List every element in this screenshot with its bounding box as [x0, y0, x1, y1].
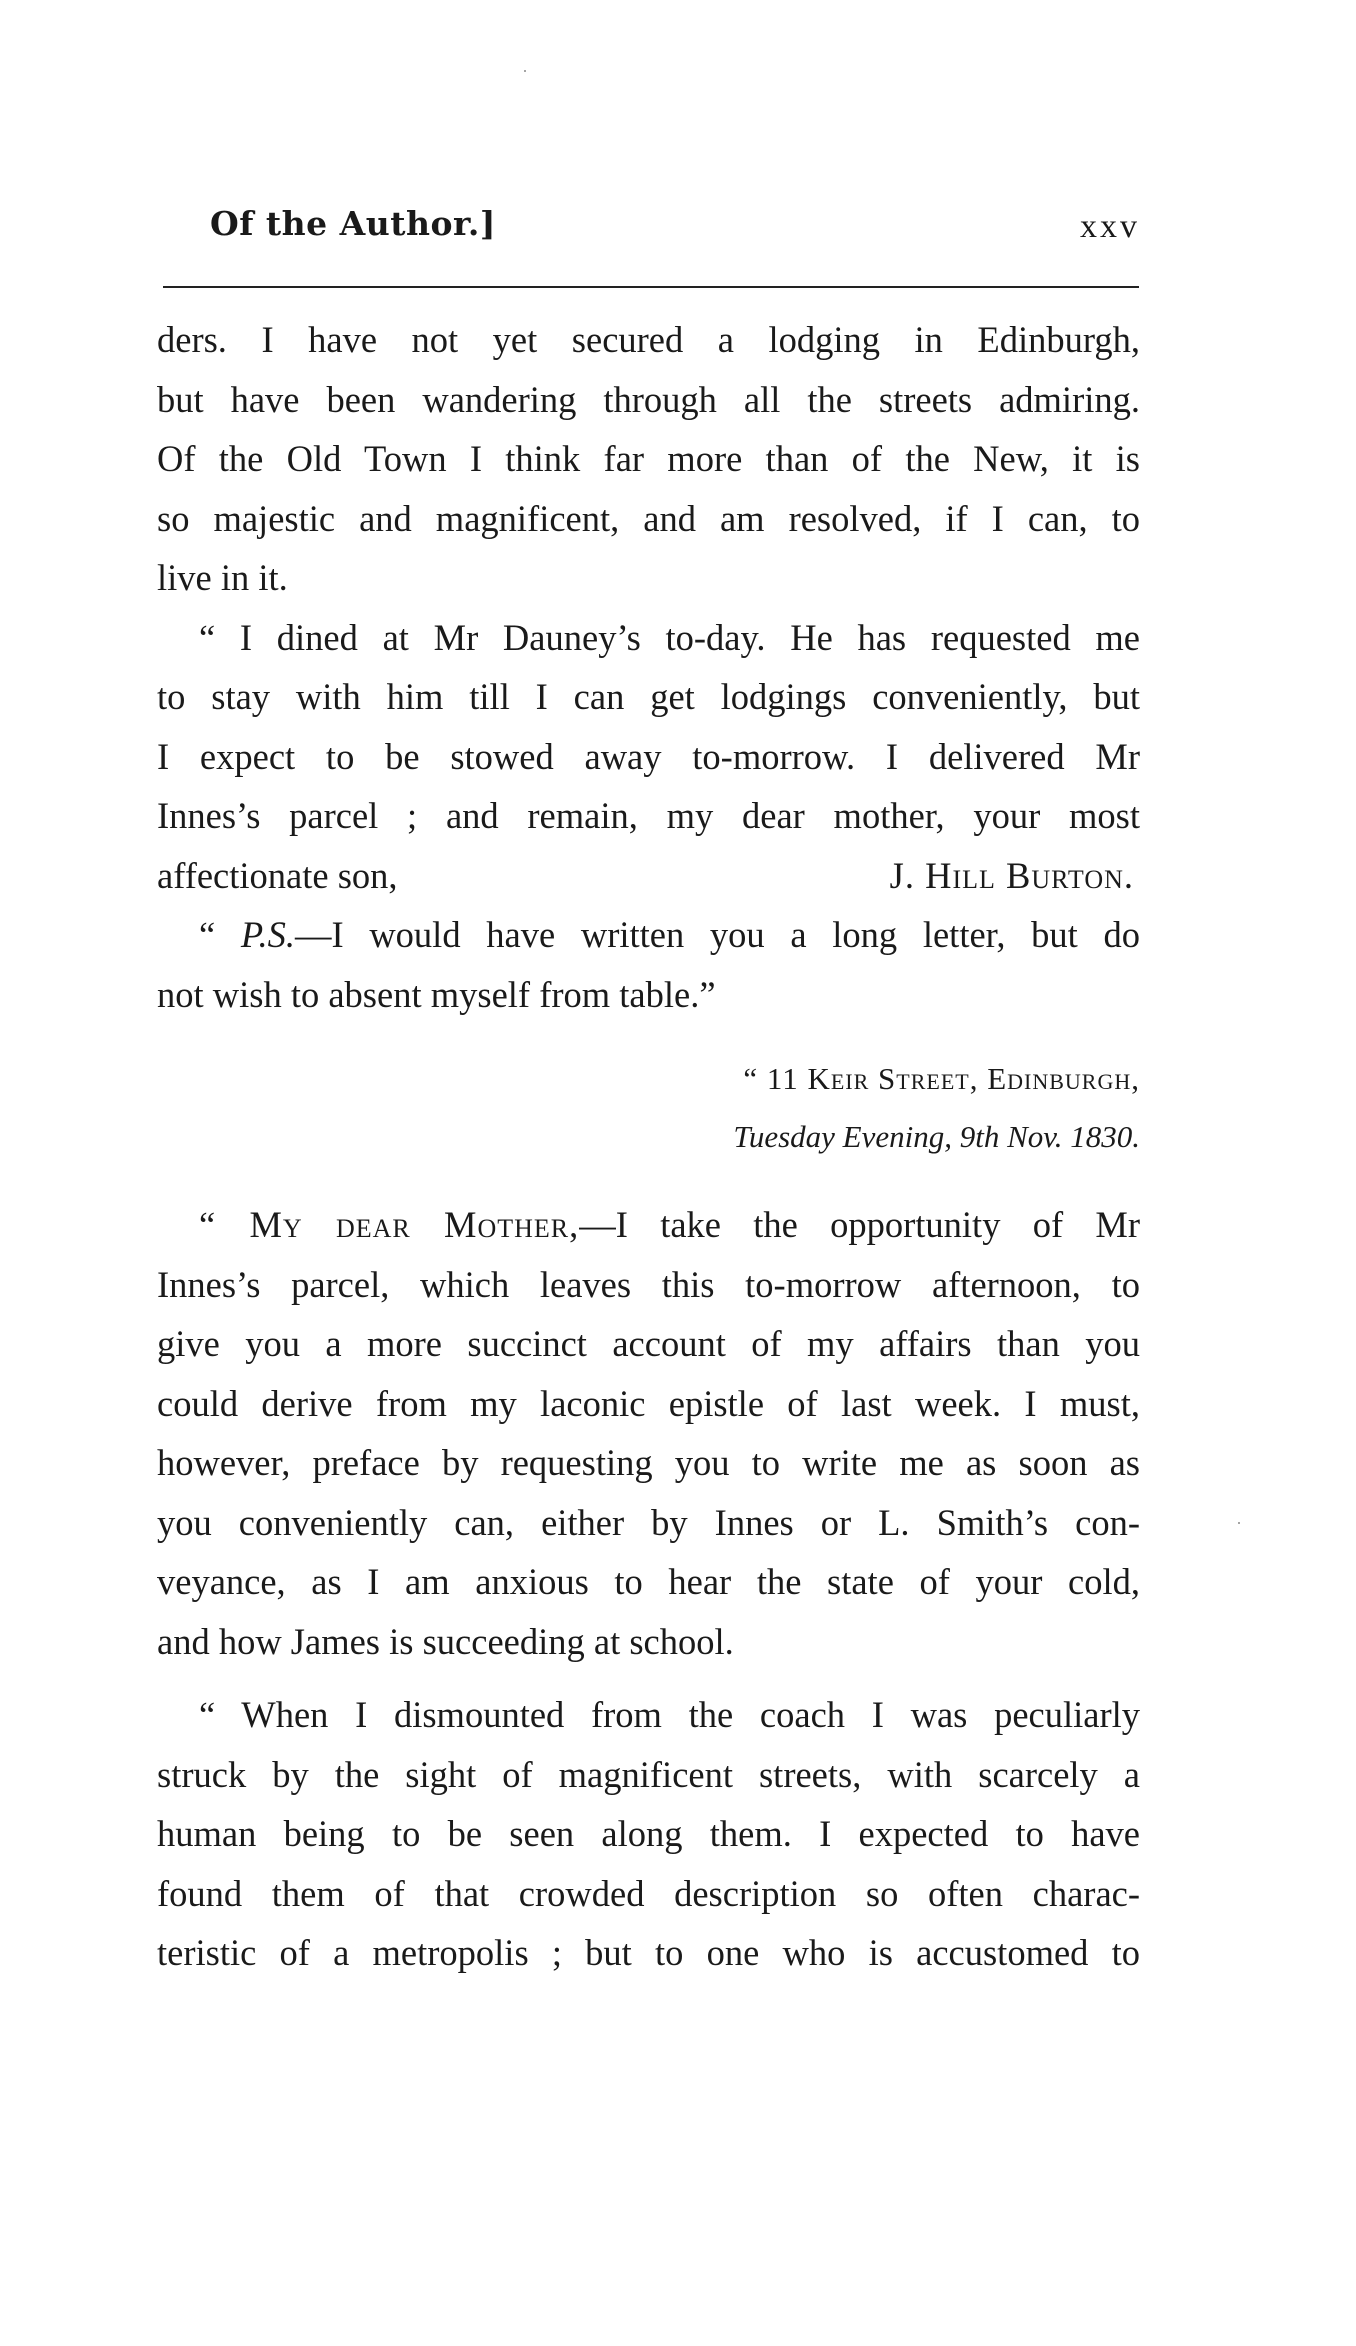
- paragraph-3: [157, 905, 1140, 1024]
- text-line: I expect to be stowed away to-morrow. I delivered Mr: [157, 735, 1140, 777]
- text-line: ders. I have not yet secured a lodging in Edinburgh,: [157, 319, 1140, 360]
- paragraph-4: [157, 1195, 1140, 1671]
- text-line: however, preface by requesting you to write me as soon as: [157, 1442, 1140, 1483]
- text-block-lower: [157, 1195, 1140, 1983]
- text-line: “ I dined at Mr Dauney’s to-day. He has requested me: [199, 616, 1140, 658]
- text-line: to stay with him till I can get lodgings conveniently, but: [157, 676, 1140, 717]
- text-line: not wish to absent myself from table.”: [157, 973, 716, 1015]
- signature-line: [157, 846, 1140, 906]
- header-rule: [163, 286, 1139, 288]
- text-line: struck by the sight of magnificent streets, with scarcely a: [157, 1753, 1140, 1795]
- text-line: veyance, as I am anxious to hear the state of your cold,: [157, 1561, 1140, 1602]
- running-head: [160, 204, 1140, 264]
- paper-speck: [524, 70, 526, 72]
- text-line: could derive from my laconic epistle of last week. I must,: [157, 1382, 1140, 1424]
- address-line: “ 11 Keir Street, Edinburgh,: [743, 1061, 1140, 1096]
- text-line: [157, 1195, 1140, 1255]
- text-line: but have been wandering through all the streets admiring.: [157, 378, 1140, 420]
- text-line: found them of that crowded description so often charac-: [157, 1872, 1140, 1914]
- text-line: Of the Old Town I think far more than of the New, it is: [157, 438, 1140, 479]
- paragraph-5: [157, 1685, 1140, 1983]
- salutation-rest: —I take the opportunity of Mr: [579, 1204, 1140, 1245]
- ps-label: P.S.: [240, 914, 295, 955]
- text-line: give you a more succinct account of my affairs than you: [157, 1323, 1140, 1364]
- salutation: “ My dear Mother,: [199, 1204, 580, 1245]
- text-line: Innes’s parcel ; and remain, my dear mother, your most: [157, 795, 1140, 836]
- quote-mark: “: [199, 914, 241, 955]
- closing-text: affectionate son,: [157, 854, 398, 896]
- text-line: teristic of a metropolis ; but to one who is accustomed to: [157, 1932, 1140, 1973]
- text-line: [157, 905, 1140, 965]
- signature: J. Hill Burton.: [889, 854, 1134, 896]
- text-line: you conveniently can, either by Innes or L. Smith’s con-: [157, 1501, 1140, 1543]
- text-line: so majestic and magnificent, and am resolved, if I can, to: [157, 497, 1140, 539]
- running-title: Of the Author.]: [210, 204, 496, 243]
- letter-address: [733, 1050, 1140, 1166]
- text-line: live in it.: [157, 557, 288, 598]
- page-number: xxv: [1080, 208, 1140, 245]
- text-line: human being to be seen along them. I expected to have: [157, 1813, 1140, 1854]
- date-line: Tuesday Evening, 9th Nov. 1830.: [733, 1119, 1140, 1154]
- ps-text: —I would have written you a long letter, but do: [294, 914, 1140, 955]
- paragraph-1: [157, 310, 1140, 608]
- paper-speck: [1238, 1522, 1240, 1524]
- paragraph-2: [157, 608, 1140, 906]
- text-line: and how James is succeeding at school.: [157, 1620, 734, 1662]
- text-block-upper: [157, 310, 1140, 1024]
- text-line: “ When I dismounted from the coach I was peculiarly: [199, 1694, 1140, 1735]
- text-line: Innes’s parcel, which leaves this to-morrow afternoon, to: [157, 1263, 1140, 1305]
